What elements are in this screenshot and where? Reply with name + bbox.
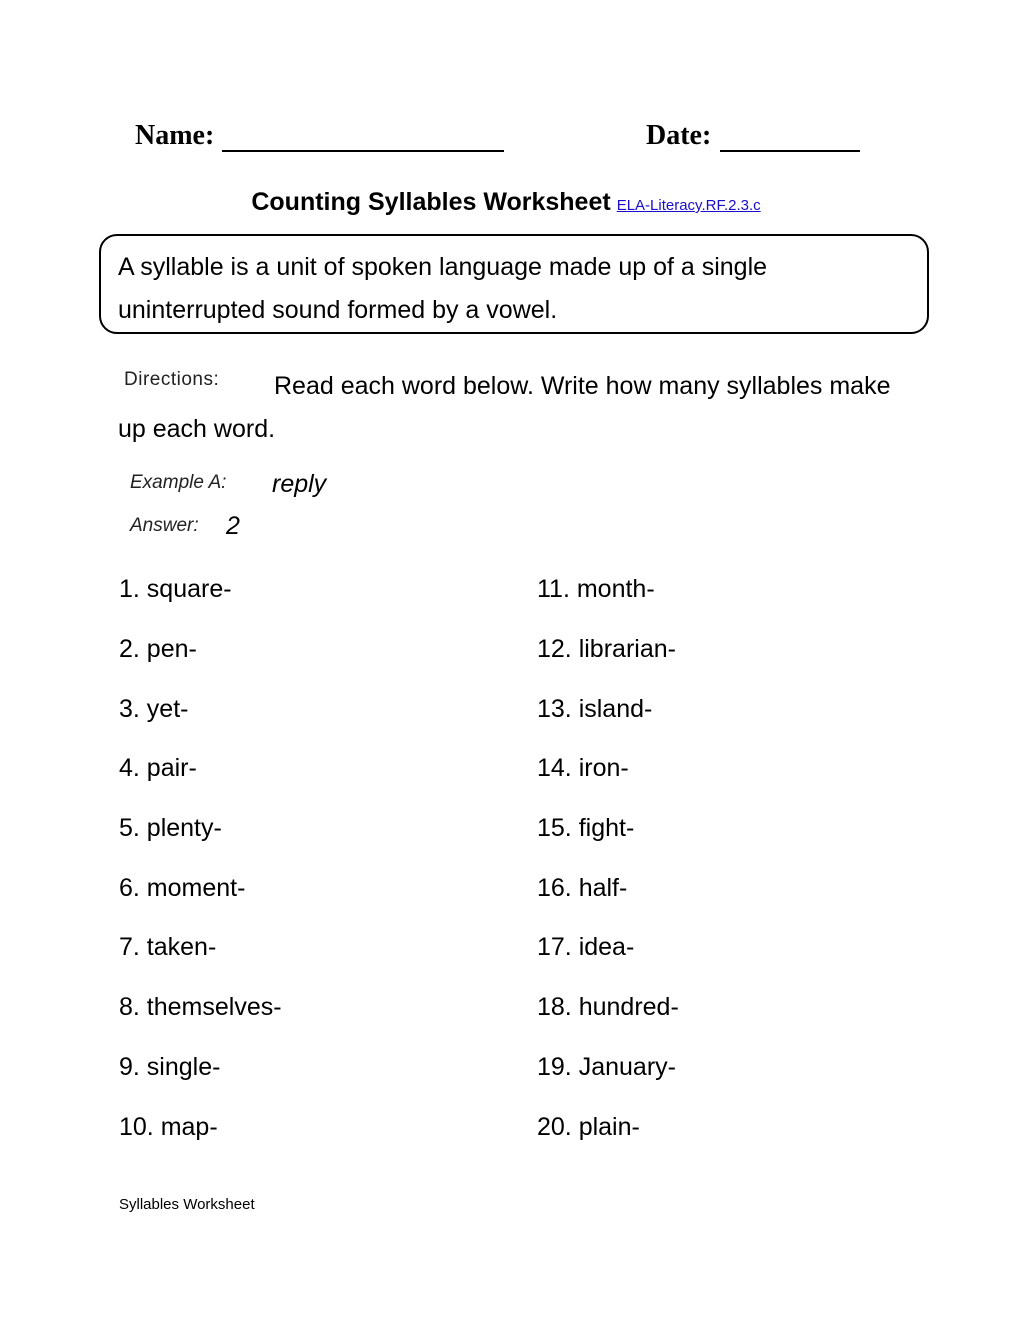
word-item[interactable]: 11. month-: [537, 575, 655, 603]
word-item[interactable]: 1. square-: [119, 575, 232, 603]
name-blank-line[interactable]: [222, 150, 504, 152]
example-label: Example A:: [130, 472, 227, 493]
word-item[interactable]: 3. yet-: [119, 695, 189, 723]
word-item[interactable]: 6. moment-: [119, 874, 246, 902]
page-title: Counting Syllables Worksheet: [251, 188, 611, 216]
word-item[interactable]: 9. single-: [119, 1053, 221, 1081]
word-item[interactable]: 17. idea-: [537, 933, 635, 961]
definition-line-1: A syllable is a unit of spoken language made up of a single: [118, 253, 768, 281]
word-item[interactable]: 8. themselves-: [119, 993, 282, 1021]
word-item[interactable]: 13. island-: [537, 695, 653, 723]
answer-label: Answer:: [130, 515, 199, 536]
date-blank-line[interactable]: [720, 150, 860, 152]
word-item[interactable]: 20. plain-: [537, 1113, 640, 1141]
word-item[interactable]: 5. plenty-: [119, 814, 222, 842]
word-item[interactable]: 14. iron-: [537, 754, 629, 782]
date-label: Date:: [646, 120, 712, 151]
name-label: Name:: [135, 120, 215, 151]
definition-text: [118, 246, 918, 332]
directions-label: Directions:: [124, 369, 220, 390]
word-item[interactable]: 15. fight-: [537, 814, 635, 842]
word-item[interactable]: 10. map-: [119, 1113, 218, 1141]
answer-value: 2: [226, 512, 240, 540]
definition-line-2: uninterrupted sound formed by a vowel.: [118, 296, 558, 324]
word-item[interactable]: 7. taken-: [119, 933, 217, 961]
example-word: reply: [272, 470, 327, 498]
directions-text: Read each word below. Write how many syllables make up each word.: [118, 372, 891, 443]
footer-text: Syllables Worksheet: [119, 1196, 255, 1213]
title-row: [0, 188, 1012, 217]
word-item[interactable]: 18. hundred-: [537, 993, 679, 1021]
word-item[interactable]: 16. half-: [537, 874, 628, 902]
word-item[interactable]: 2. pen-: [119, 635, 197, 663]
standard-link[interactable]: ELA-Literacy.RF.2.3.c: [616, 197, 761, 214]
word-item[interactable]: 4. pair-: [119, 754, 197, 782]
word-item[interactable]: 12. librarian-: [537, 635, 676, 663]
word-item[interactable]: 19. January-: [537, 1053, 676, 1081]
